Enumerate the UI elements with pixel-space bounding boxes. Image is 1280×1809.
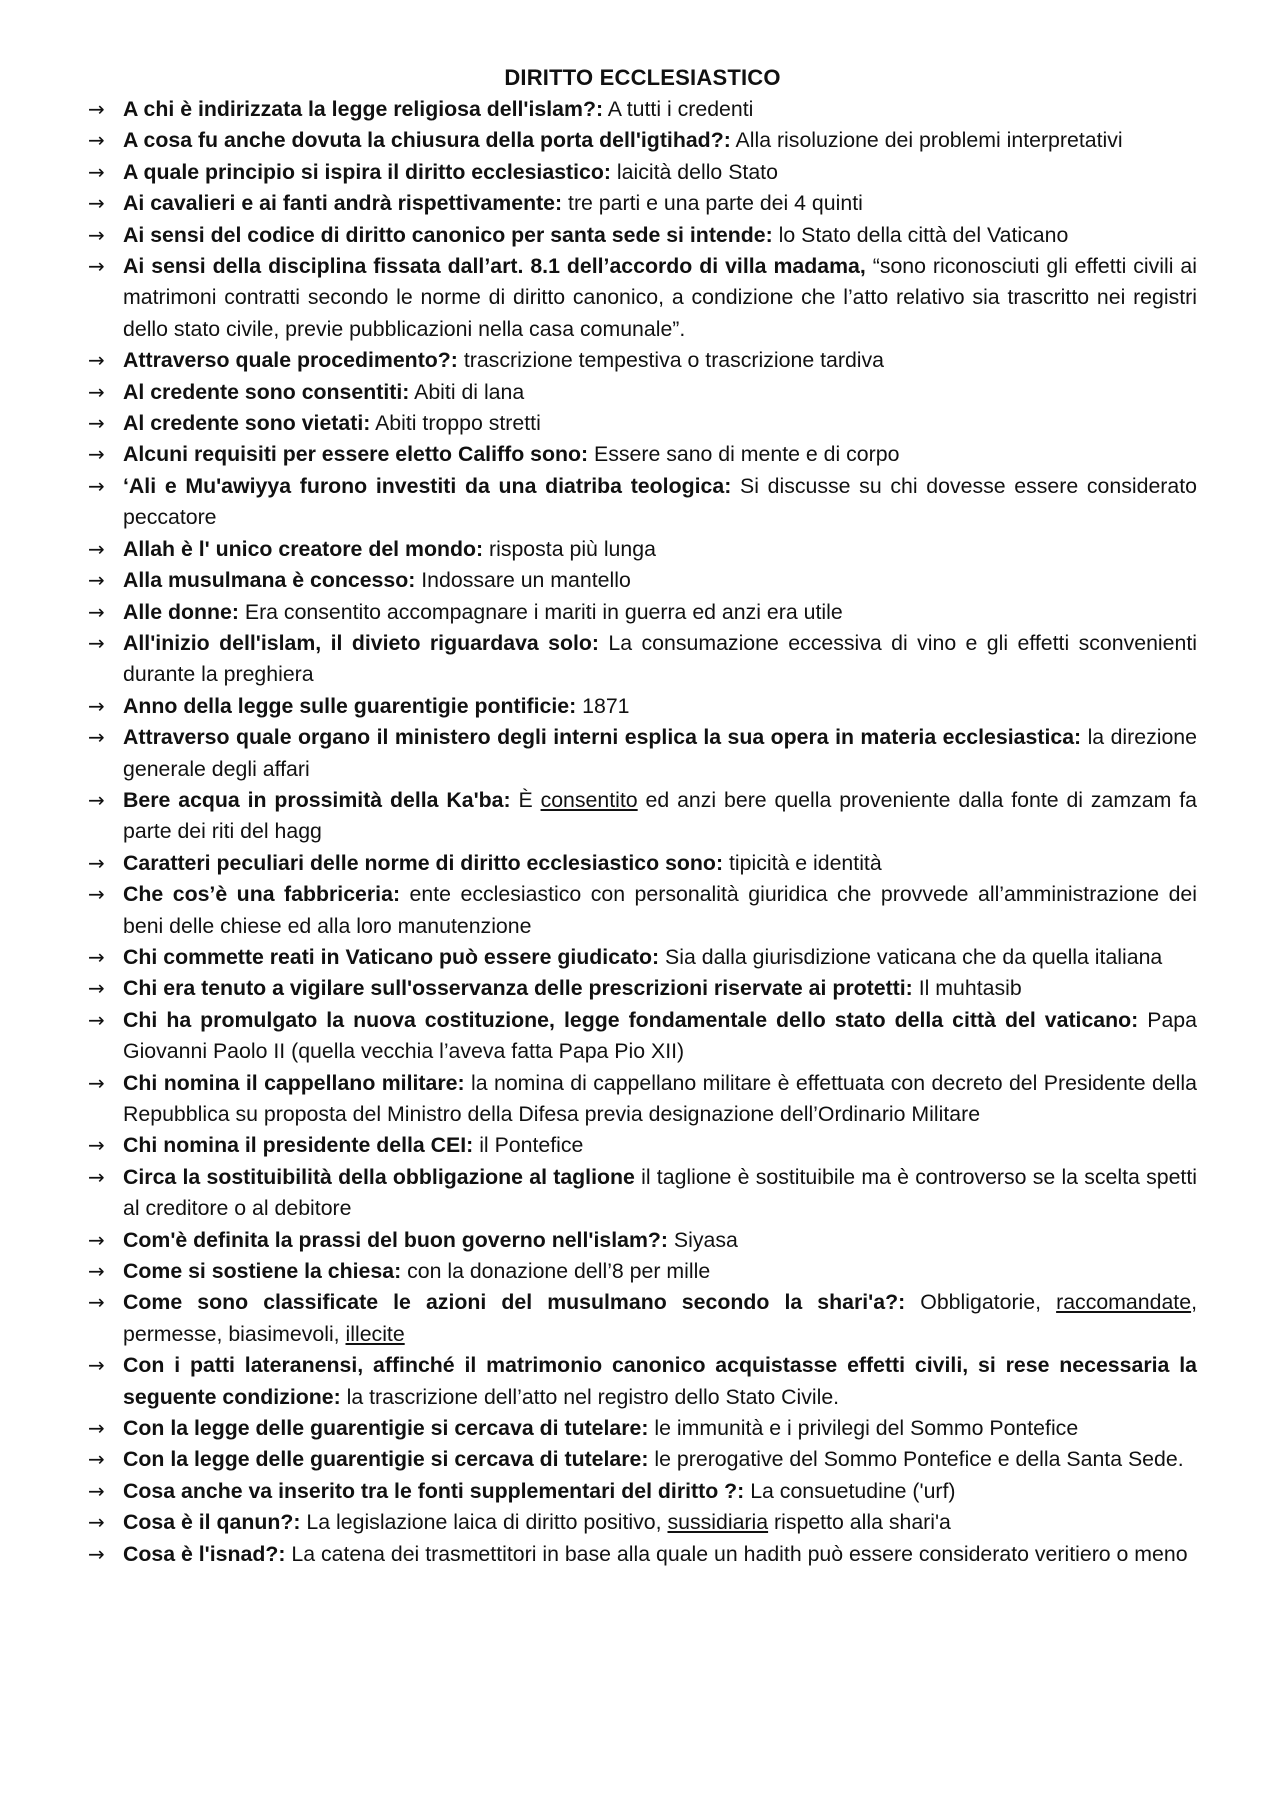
underlined-answer-text: illecite [345,1321,405,1346]
answer-text: Si discusse su chi dovesse essere considerato peccatore [123,473,1197,530]
arrow-icon: → [88,348,105,373]
list-item [88,1350,1197,1413]
answer-text: le immunità e i privilegi del Sommo Pontefice [648,1416,1079,1441]
arrow-icon: → [88,1290,105,1315]
underlined-answer-text: sussidiaria [667,1510,769,1535]
answer-text: lo Stato della città del Vaticano [772,222,1069,247]
answer-text: Abiti di lana [409,379,525,404]
arrow-icon: → [88,1070,105,1095]
answer-text: Sia dalla giurisdizione vaticana che da quella italiana [659,944,1163,969]
arrow-icon: → [88,128,105,153]
question-text: Con la legge delle guarentigie si cercava di tutelare: [123,1447,649,1472]
list-item [88,973,1197,1004]
arrow-icon: → [88,442,105,467]
answer-text: Il muhtasib [912,976,1022,1001]
list-item [88,879,1197,942]
answer-text: 1871 [576,693,630,718]
arrow-icon: → [88,725,105,750]
question-text: Attraverso quale procedimento?: [123,348,458,373]
arrow-icon: → [88,97,105,121]
question-text: Bere acqua in prossimità della Ka'ba: [123,787,511,812]
question-text: Al credente sono vietati: [123,411,371,436]
list-item [88,188,1197,219]
list-item [88,345,1197,376]
question-text: Anno della legge sulle guarentigie pontificie: [123,693,577,718]
arrow-icon: → [88,411,105,436]
answer-text: Papa Giovanni Paolo II (quella vecchia l’aveva fatta Papa Pio XII) [123,1007,1197,1064]
question-text: ‘Ali e Mu'awiyya furono investiti da una diatriba teologica: [123,473,732,498]
arrow-icon: → [88,787,105,812]
list-item [88,439,1197,470]
arrow-icon: → [88,1164,105,1189]
answer-text: La consuetudine ('urf) [744,1478,956,1503]
question-text: Attraverso quale organo il ministero degli interni esplica la sua opera in materia ecclesiastica: [123,725,1082,750]
question-text: Ai sensi della disciplina fissata dall’art. 8.1 dell’accordo di villa madama, [123,254,866,279]
arrow-icon: → [88,1007,105,1032]
answer-text: rispetto alla shari'a [768,1510,951,1535]
question-text: A chi è indirizzata la legge religiosa dell'islam?: [123,97,604,121]
question-text: Alle donne: [123,599,239,624]
arrow-icon: → [88,1510,105,1535]
question-text: Ai sensi del codice di diritto canonico per santa sede si intende: [123,222,773,247]
question-text: Come si sostiene la chiesa: [123,1259,402,1284]
arrow-icon: → [88,1227,105,1252]
arrow-icon: → [88,1478,105,1503]
question-text: Cosa anche va inserito tra le fonti supplementari del diritto ?: [123,1478,745,1503]
answer-text: laicità dello Stato [611,159,778,184]
arrow-icon: → [88,379,105,404]
arrow-icon: → [88,568,105,593]
answer-text: Obbligatorie, [905,1290,1057,1315]
arrow-icon: → [88,1416,105,1441]
question-text: All'inizio dell'islam, il divieto riguardava solo: [123,630,600,655]
question-text: Alla musulmana è concesso: [123,568,416,593]
arrow-icon: → [88,1259,105,1284]
question-text: Cosa è il qanun?: [123,1510,301,1535]
arrow-icon: → [88,1353,105,1378]
question-text: Cosa è l'isnad?: [123,1541,286,1566]
list-item [88,1068,1197,1131]
question-text: Alcuni requisiti per essere eletto Califfo sono: [123,442,589,467]
arrow-icon: → [88,944,105,969]
list-item [88,628,1197,691]
list-item [88,691,1197,722]
answer-text: tipicità e identità [723,850,882,875]
answer-text: ente ecclesiastico con personalità giuridica che provvede all’amministrazione dei beni delle chiese ed alla loro manutenzione [123,882,1197,938]
list-item [88,1539,1197,1570]
question-text: Con i patti lateranensi, affinché il matrimonio canonico acquistasse effetti civili, si rese necessaria la seguente condizione: [123,1353,1197,1409]
arrow-icon: → [88,850,105,875]
list-item [88,251,1197,345]
list-item [88,377,1197,408]
list-item [88,1005,1197,1068]
question-text: Chi nomina il cappellano militare: [123,1070,465,1095]
underlined-answer-text: consentito [540,787,638,812]
arrow-icon: → [88,473,105,498]
answer-text: trascrizione tempestiva o trascrizione tardiva [457,348,885,373]
arrow-icon: → [88,536,105,561]
arrow-icon: → [88,1133,105,1158]
list-item [88,471,1197,534]
list-item [88,157,1197,188]
answer-text: , permesse, biasimevoli, [123,1290,1197,1346]
question-text: A cosa fu anche dovuta la chiusura della porta dell'igtihad?: [123,128,731,153]
list-item [88,942,1197,973]
answer-text: Siyasa [668,1227,738,1252]
answer-text: la trascrizione dell’atto nel registro dello Stato Civile. [340,1384,840,1409]
list-item [88,1256,1197,1287]
arrow-icon: → [88,1447,105,1472]
list-item [88,1287,1197,1350]
answer-text: A tutti i credenti [603,97,754,121]
list-item [88,785,1197,848]
question-text: Come sono classificate le azioni del musulmano secondo la shari'a?: [123,1290,906,1315]
arrow-icon: → [88,976,105,1001]
question-text: Al credente sono consentiti: [123,379,410,404]
document-title: DIRITTO ECCLESIASTICO [504,65,781,90]
list-item [88,848,1197,879]
list-item [88,125,1197,156]
question-text: Circa la sostituibilità della obbligazione al taglione [123,1164,635,1189]
list-item [88,1162,1197,1225]
list-item [88,1444,1197,1475]
answer-text: la nomina di cappellano militare è effettuata con decreto del Presidente della Repubblica su proposta del Ministro della Difesa previa designazione dell’Ordinario Militare [123,1070,1197,1126]
arrow-icon: → [88,254,105,279]
answer-text: con la donazione dell’8 per mille [401,1259,711,1284]
list-item [88,220,1197,251]
list-item [88,94,1197,125]
question-text: Chi commette reati in Vaticano può essere giudicato: [123,944,660,969]
list-item [88,597,1197,628]
answer-text: le prerogative del Sommo Pontefice e della Santa Sede. [648,1447,1184,1472]
question-text: Che cos’è una fabbriceria: [123,882,401,907]
list-item [88,1130,1197,1161]
answer-text: Abiti troppo stretti [370,411,541,436]
answer-text: il Pontefice [473,1133,584,1158]
arrow-icon: → [88,1541,105,1566]
answer-text: La consumazione eccessiva di vino e gli effetti sconvenienti durante la preghiera [123,630,1197,687]
answer-text: risposta più lunga [483,536,656,561]
question-text: Caratteri peculiari delle norme di diritto ecclesiastico sono: [123,850,724,875]
question-text: Com'è definita la prassi del buon governo nell'islam?: [123,1227,669,1252]
question-list [88,94,1197,1570]
question-text: Chi era tenuto a vigilare sull'osservanza delle prescrizioni riservate ai protetti: [123,976,913,1001]
arrow-icon: → [88,599,105,624]
answer-text: Alla risoluzione dei problemi interpretativi [730,128,1123,153]
question-text: Chi ha promulgato la nuova costituzione, legge fondamentale dello stato della città del vaticano: [123,1007,1139,1032]
arrow-icon: → [88,882,105,907]
answer-text: Era consentito accompagnare i mariti in guerra ed anzi era utile [238,599,843,624]
question-text: Chi nomina il presidente della CEI: [123,1133,474,1158]
answer-text: ed anzi bere quella proveniente dalla fonte di zamzam fa parte dei riti del hagg [123,787,1197,844]
list-item [88,1476,1197,1507]
answer-text: La legislazione laica di diritto positivo, [300,1510,668,1535]
answer-text: il taglione è sostituibile ma è controverso se la scelta spetti al creditore o al debitore [123,1164,1197,1221]
list-item [88,722,1197,785]
underlined-answer-text: raccomandate [1056,1290,1192,1315]
question-text: A quale principio si ispira il diritto ecclesiastico: [123,159,611,184]
arrow-icon: → [88,693,105,718]
list-item [88,1507,1197,1538]
list-item [88,565,1197,596]
question-text: Con la legge delle guarentigie si cercava di tutelare: [123,1416,649,1441]
list-item [88,1225,1197,1256]
answer-text: la direzione generale degli affari [123,725,1197,781]
answer-text: La catena dei trasmettitori in base alla quale un hadith può essere considerato veritiero o meno [285,1541,1188,1566]
list-item [88,1413,1197,1444]
list-item [88,408,1197,439]
arrow-icon: → [88,222,105,247]
answer-text: Indossare un mantello [415,568,631,593]
answer-text: “sono riconosciuti gli effetti civili ai matrimoni contratti secondo le norme di diritto canonico, a condizione che l’atto relativo sia trascritto nei registri dello stato civile, previe pubblicazioni nella casa comunale”. [123,254,1197,341]
answer-text: Essere sano di mente e di corpo [588,442,900,467]
list-item [88,534,1197,565]
question-text: Ai cavalieri e ai fanti andrà rispettivamente: [123,191,563,216]
arrow-icon: → [88,630,105,655]
arrow-icon: → [88,159,105,184]
answer-text: tre parti e una parte dei 4 quinti [562,191,863,216]
question-text: Allah è l' unico creatore del mondo: [123,536,484,561]
arrow-icon: → [88,191,105,216]
answer-text: È [510,787,541,812]
